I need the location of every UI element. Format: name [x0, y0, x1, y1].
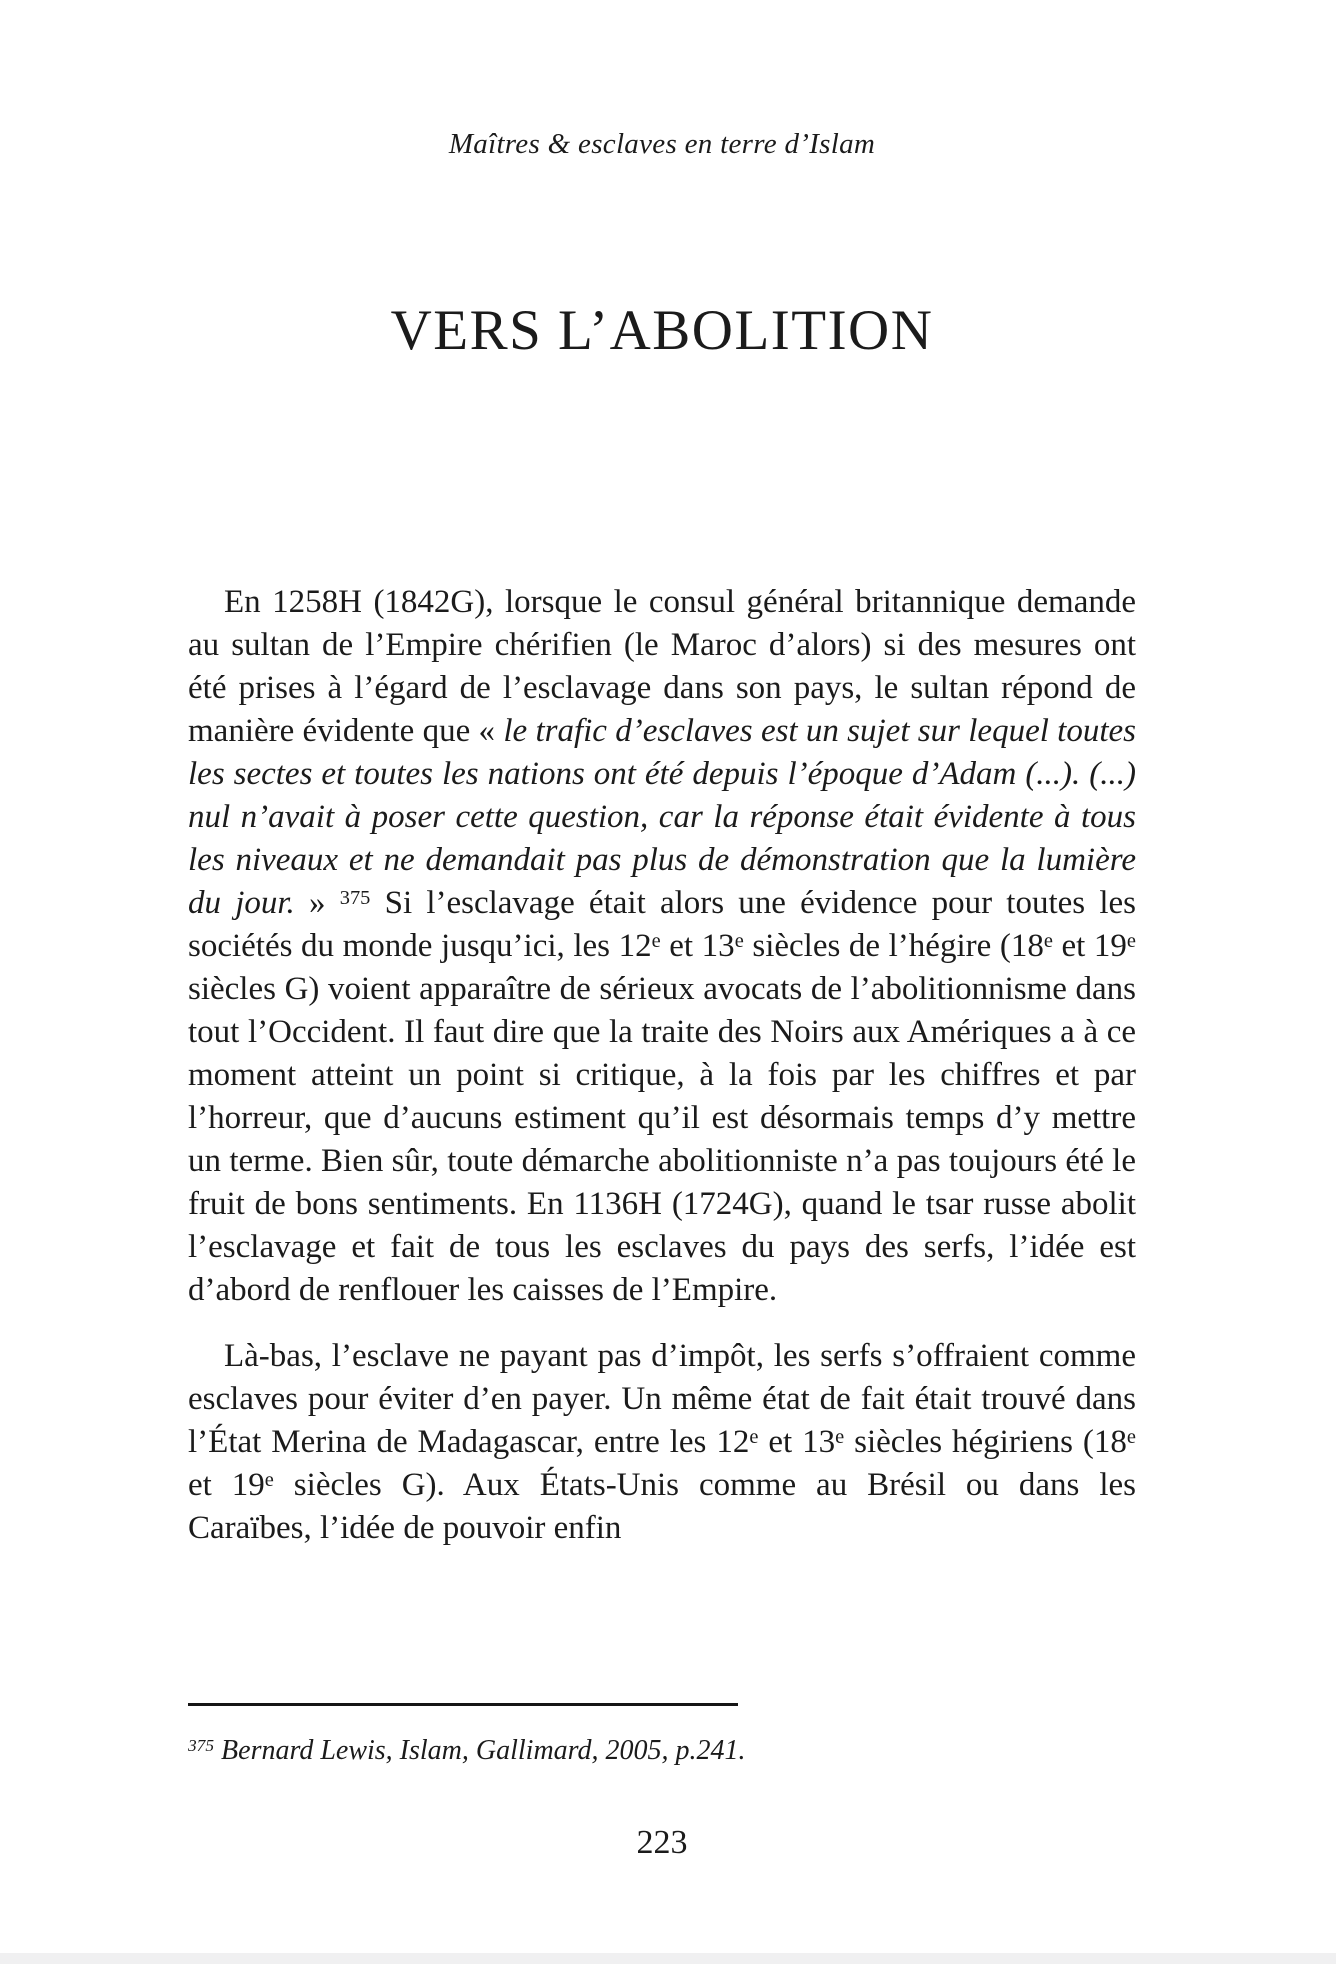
text-run: Bernard Lewis, Islam, Gallimard, 2005, p.241. — [214, 1735, 746, 1766]
text-run: e — [264, 1469, 274, 1492]
page-bottom-edge — [0, 1953, 1336, 1964]
text-run: e — [1043, 930, 1053, 953]
text-run: e — [1126, 1426, 1136, 1449]
page-number: 223 — [636, 1824, 688, 1861]
text-run: e — [835, 1426, 845, 1449]
text-run: siècles G). Aux États-Unis comme au Brésil ou dans les Caraïbes, l’idée de pouvoir enfin — [188, 1467, 1136, 1546]
footnote-divider — [188, 1703, 738, 1706]
text-run: et 13 — [660, 928, 735, 964]
text-run: » — [294, 885, 340, 921]
text-run: e — [749, 1426, 759, 1449]
text-run: En 1258H (1842G), lorsque le consul général britannique demande au sultan de l’Empire chérifien (le Maroc d’alors) si des mesures ont été prises à l’égard de l’esclavage dans son pays, le sultan répond de manière évidente que « — [188, 584, 1136, 749]
text-run: e — [1126, 930, 1136, 953]
running-header: Maîtres & esclaves en terre d’Islam — [448, 128, 876, 160]
text-run: e — [651, 930, 661, 953]
text-run: le trafic d’esclaves est un sujet sur lequel toutes les sectes et toutes les nations ont été depuis l’époque d’Adam (...). (...) nul n’avait à poser cette question, car la réponse était évidente à tous les niveaux et ne demandait pas plus de démonstration que la lumière du jour. — [188, 713, 1136, 921]
chapter-title: VERS L’ABOLITION — [390, 299, 934, 362]
footnote — [188, 1733, 1136, 1769]
paragraph — [188, 1335, 1136, 1550]
text-run: et 19 — [1052, 928, 1127, 964]
text-run: siècles hégiriens (18 — [844, 1424, 1127, 1460]
text-run: siècles de l’hégire (18 — [743, 928, 1044, 964]
text-run: e — [734, 930, 744, 953]
text-run: siècles G) voient apparaître de sérieux avocats de l’abolitionnisme dans tout l’Occident. Il faut dire que la traite des Noirs aux Amériques a à ce moment atteint un point si critique, à la fois par les chiffres et par l’horreur, que d’aucuns estiment qu’il est désormais temps d’y mettre un terme. Bien sûr, toute démarche abolitionniste n’a pas toujours été le fruit de bons sentiments. En 1136H (1724G), quand le tsar russe abolit l’esclavage et fait de tous les esclaves du pays des serfs, l’idée est d’abord de renflouer les caisses de l’Empire. — [188, 971, 1136, 1308]
text-run: et 19 — [188, 1467, 265, 1503]
text-run: et 13 — [758, 1424, 836, 1460]
body-text — [188, 581, 1136, 1550]
footnote-marker: 375 — [188, 1736, 215, 1756]
paragraph — [188, 581, 1136, 1312]
text-run: 375 — [339, 887, 371, 910]
text-run: Si l’esclavage était alors une évidence pour toutes les sociétés du monde jusqu’ici, les 12 — [188, 885, 1137, 964]
text-run: Là-bas, l’esclave ne payant pas d’impôt, les serfs s’offraient comme esclaves pour éviter d’en payer. Un même état de fait était trouvé dans l’État Merina de Madagascar, entre les 12 — [188, 1338, 1136, 1460]
